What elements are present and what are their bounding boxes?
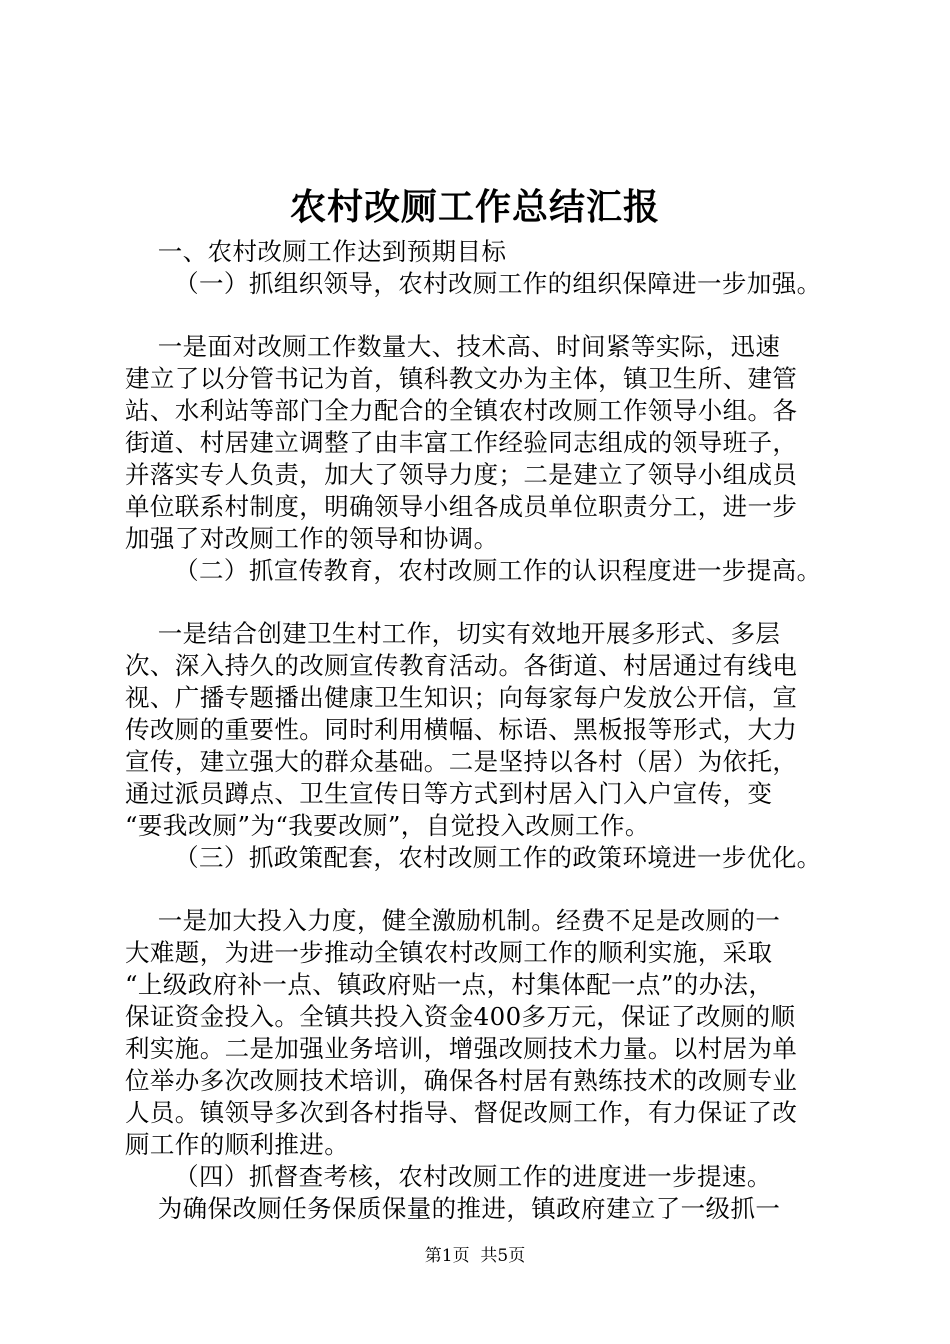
paragraph-line: 人员。镇领导多次到各村指导、督促改厕工作，有力保证了改 [125,1098,798,1127]
subsection-heading-2: （二）抓宣传教育，农村改厕工作的认识程度进一步提高。 [125,556,822,585]
paragraph-line: 大难题，为进一步推动全镇农村改厕工作的顺利实施，采取 [125,938,773,967]
paragraph-line: 单位联系村制度，明确领导小组各成员单位职责分工，进一步 [125,492,798,521]
paragraph-line: “要我改厕”为“我要改厕”，自觉投入改厕工作。 [125,811,650,840]
subsection-heading-1: （一）抓组织领导，农村改厕工作的组织保障进一步加强。 [125,269,822,298]
paragraph-line: 利实施。二是加强业务培训，增强改厕技术力量。以村居为单 [125,1034,798,1063]
subsection-heading-3: （三）抓政策配套，农村改厕工作的政策环境进一步优化。 [125,843,822,872]
paragraph-line: 保证资金投入。全镇共投入资金400多万元，保证了改厕的顺 [125,1002,796,1031]
paragraph-line: 位举办多次改厕技术培训，确保各村居有熟练技术的改厕专业 [125,1066,798,1095]
paragraph-line: 一是结合创建卫生村工作，切实有效地开展多形式、多层 [125,619,781,648]
subsection-heading-4: （四）抓督查考核，农村改厕工作的进度进一步提速。 [125,1162,772,1191]
page-footer: 第1页 共5页 [424,1246,526,1266]
paragraph-line: 次、深入持久的改厕宣传教育活动。各街道、村居通过有线电 [125,651,798,680]
paragraph-line: 街道、村居建立调整了由丰富工作经验同志组成的领导班子， [125,428,798,457]
paragraph-line: 站、水利站等部门全力配合的全镇农村改厕工作领导小组。各 [125,396,798,425]
paragraph-line: 一是加大投入力度，健全激励机制。经费不足是改厕的一 [125,906,781,935]
paragraph-line: 厕工作的顺利推进。 [125,1130,350,1159]
paragraph-line: 建立了以分管书记为首，镇科教文办为主体，镇卫生所、建管 [125,364,798,393]
paragraph-line: 视、广播专题播出健康卫生知识；向每家每户发放公开信，宣 [125,683,798,712]
paragraph-line: 宣传，建立强大的群众基础。二是坚持以各村（居）为依托， [125,747,798,776]
paragraph-line: “上级政府补一点、镇政府贴一点，村集体配一点”的办法， [125,970,774,999]
paragraph-line: 一是面对改厕工作数量大、技术高、时间紧等实际，迅速 [125,332,781,361]
paragraph-line: 通过派员蹲点、卫生宣传日等方式到村居入门入户宣传，变 [125,779,773,808]
paragraph-line: 并落实专人负责，加大了领导力度；二是建立了领导小组成员 [125,460,798,489]
paragraph-line: 传改厕的重要性。同时利用横幅、标语、黑板报等形式，大力 [125,715,798,744]
document-title: 农村改厕工作总结汇报 [289,186,660,228]
paragraph-line: 加强了对改厕工作的领导和协调。 [125,524,499,553]
section-heading-1: 一、农村改厕工作达到预期目标 [125,237,507,266]
paragraph-line: 为确保改厕任务保质保量的推进，镇政府建立了一级抓一 [125,1194,781,1223]
